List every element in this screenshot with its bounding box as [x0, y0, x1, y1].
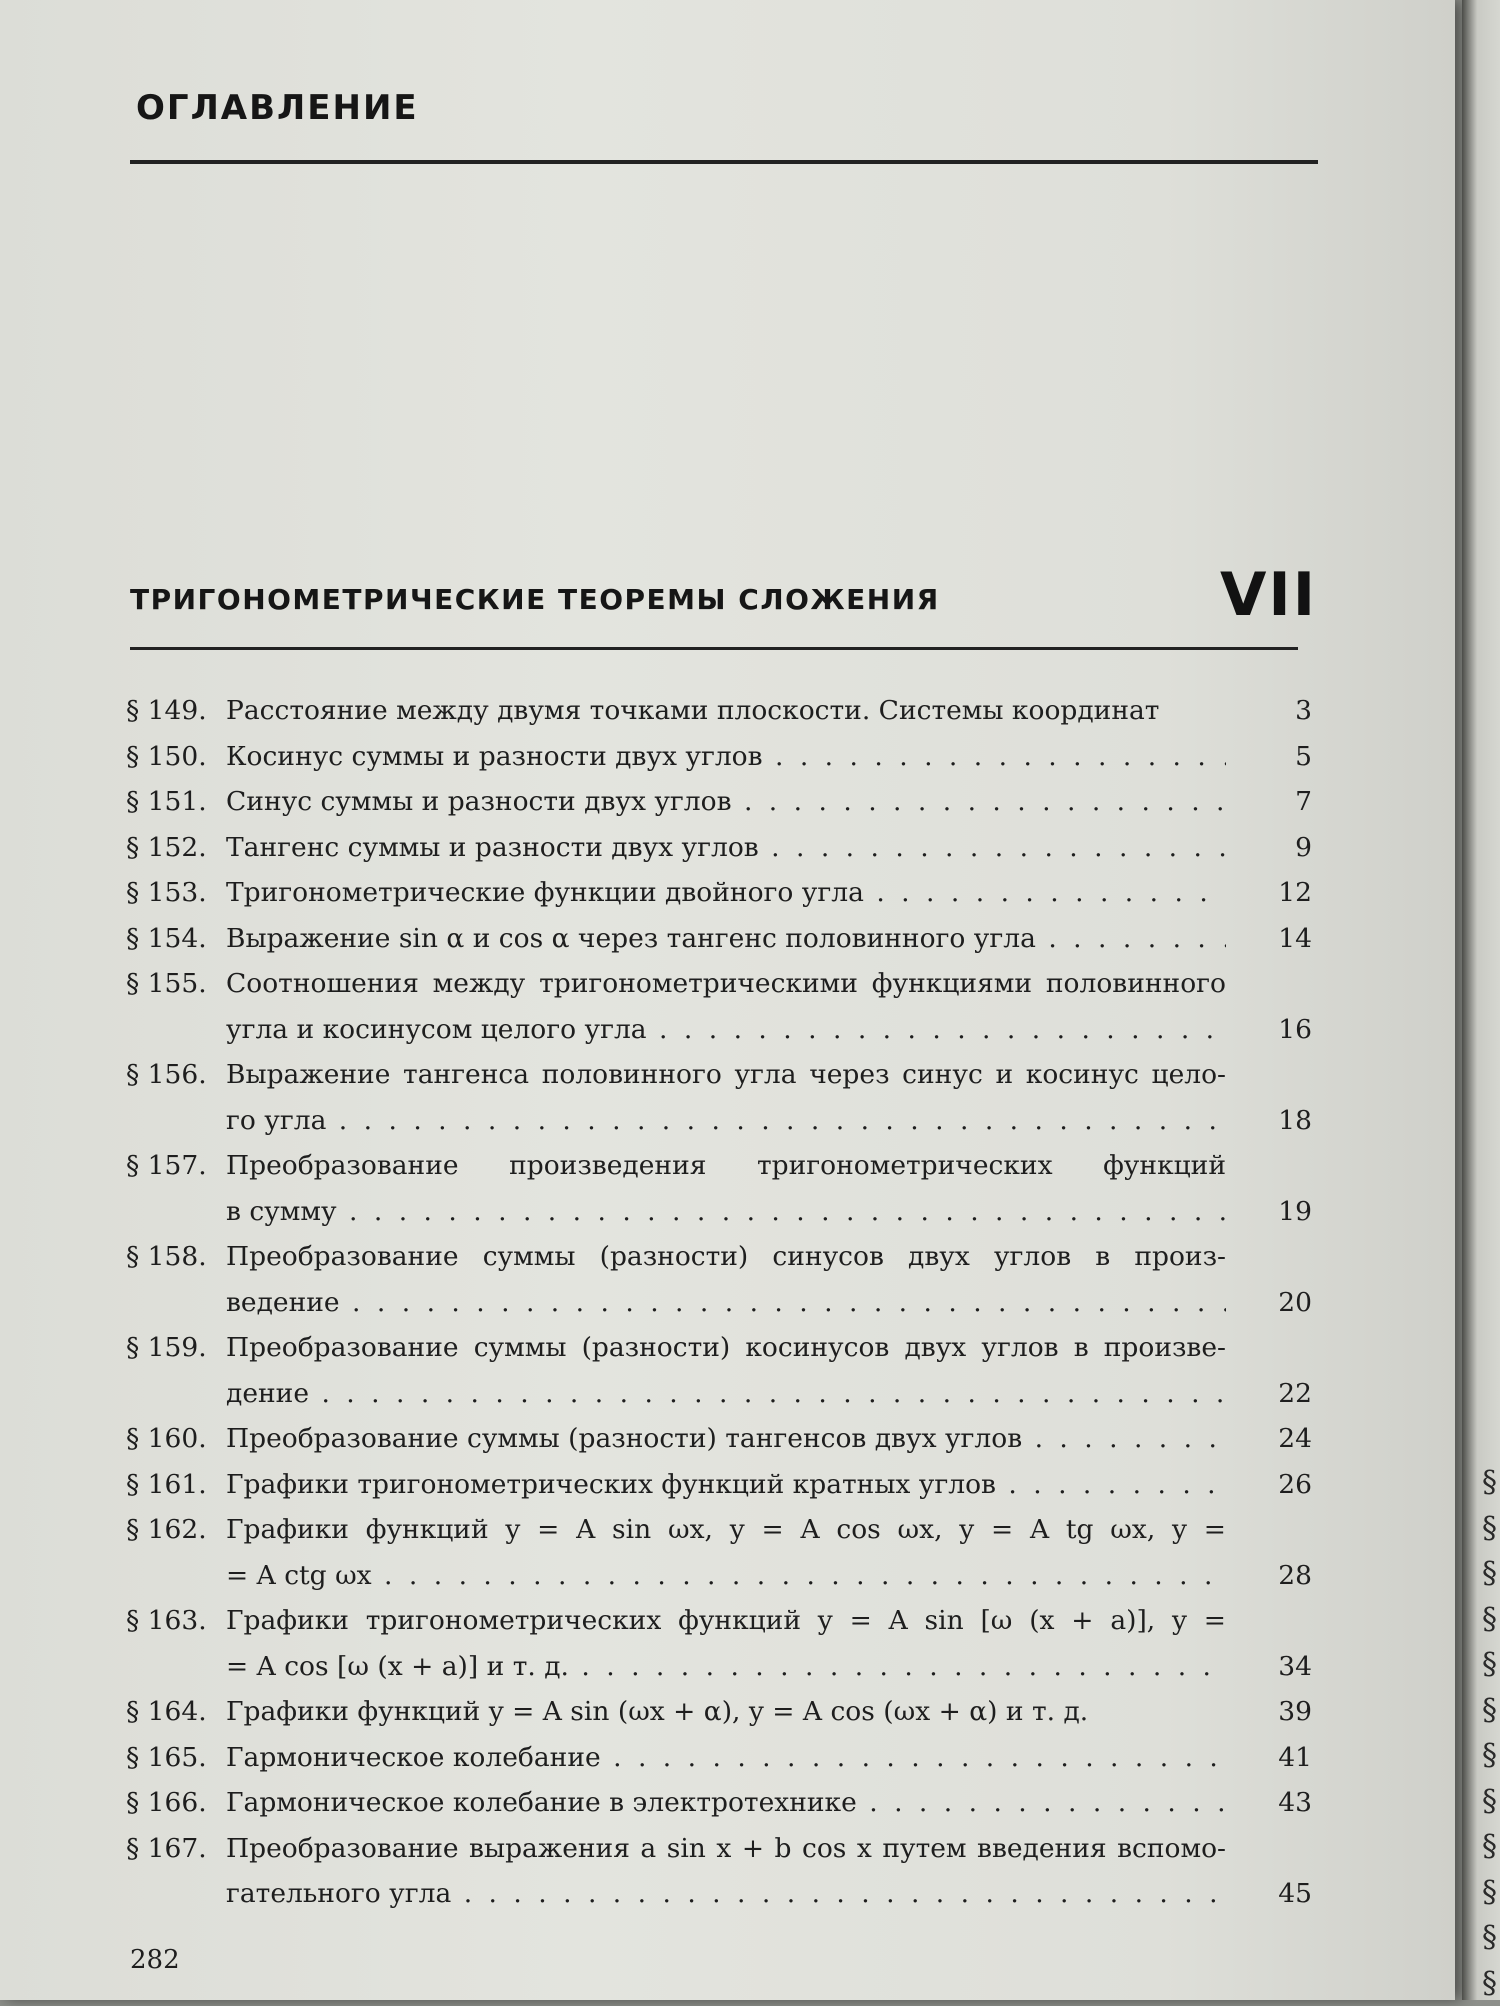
section-number: § 150. — [126, 734, 226, 780]
entry-title-continued: гательного угла . . . — [226, 1871, 1226, 1917]
section-mark: § — [1482, 1961, 1500, 2006]
section-number: § 156. — [126, 1052, 226, 1098]
page-number: 22 — [1232, 1371, 1312, 1417]
toc-entry — [126, 870, 1312, 916]
entry-title: Гармоническое колебание . . . — [226, 1735, 1226, 1781]
toc-entry — [126, 1325, 1312, 1416]
toc-entry — [126, 1416, 1312, 1462]
page-number: 12 — [1232, 870, 1312, 916]
page-number: 45 — [1232, 1871, 1312, 1917]
page-number: 34 — [1232, 1644, 1312, 1690]
contents-heading: ОГЛАВЛЕНИЕ — [136, 88, 419, 128]
entry-title-continued: в сумму . . . — [226, 1189, 1226, 1235]
toc-entry — [126, 1735, 1312, 1781]
entry-title: Косинус суммы и разности двух углов . . . — [226, 734, 1226, 780]
toc-entry — [126, 1598, 1312, 1689]
entry-title: Тригонометрические функции двойного угла . . . — [226, 870, 1226, 916]
page-number: 43 — [1232, 1780, 1312, 1826]
toc-entry — [126, 916, 1312, 962]
folio-page-number: 282 — [130, 1945, 180, 1975]
entry-title: Расстояние между двумя точками плоскости. Системы координат — [226, 688, 1226, 734]
entry-title: Преобразование произведения тригонометрических функций — [226, 1143, 1226, 1189]
toc-entry — [126, 1052, 1312, 1143]
section-number: § 161. — [126, 1462, 226, 1508]
section-mark: § — [1482, 1597, 1500, 1643]
section-number: § 166. — [126, 1780, 226, 1826]
entry-title-continued: = A cos [ω (x + a)] и т. д. . . . — [226, 1644, 1226, 1690]
section-mark: § — [1482, 1870, 1500, 1916]
toc-entry — [126, 1234, 1312, 1325]
section-mark: § — [1482, 1460, 1500, 1506]
page-number: 9 — [1232, 825, 1312, 871]
page-number: 28 — [1232, 1553, 1312, 1599]
section-number: § 159. — [126, 1325, 226, 1371]
toc-entry — [126, 825, 1312, 871]
toc-entry — [126, 734, 1312, 780]
section-number: § 158. — [126, 1234, 226, 1280]
page-number: 16 — [1232, 1007, 1312, 1053]
chapter-title: ТРИГОНОМЕТРИЧЕСКИЕ ТЕОРЕМЫ СЛОЖЕНИЯ — [130, 583, 940, 616]
section-number: § 167. — [126, 1826, 226, 1872]
toc-entry — [126, 1826, 1312, 1917]
toc-entry — [126, 779, 1312, 825]
entry-title: Гармоническое колебание в электротехнике . . . — [226, 1780, 1226, 1826]
page-number: 20 — [1232, 1280, 1312, 1326]
entry-title: Графики тригонометрических функций кратных углов . . . — [226, 1462, 1226, 1508]
page-number: 14 — [1232, 916, 1312, 962]
adjacent-page-section-marks — [1482, 1460, 1500, 2006]
section-number: § 151. — [126, 779, 226, 825]
toc-entry — [126, 1143, 1312, 1234]
entry-title-continued: го угла . . . — [226, 1098, 1226, 1144]
entry-title: Тангенс суммы и разности двух углов . . . — [226, 825, 1226, 871]
entry-title-continued: = A ctg ωx . . . — [226, 1553, 1226, 1599]
section-number: § 164. — [126, 1689, 226, 1735]
chapter-number: VII — [1220, 560, 1317, 630]
section-mark: § — [1482, 1506, 1500, 1552]
section-mark: § — [1482, 1642, 1500, 1688]
entry-title: Преобразование суммы (разности) косинусов двух углов в произве- — [226, 1325, 1226, 1371]
page-number: 19 — [1232, 1189, 1312, 1235]
toc-entry — [126, 961, 1312, 1052]
section-number: § 154. — [126, 916, 226, 962]
page-number: 26 — [1232, 1462, 1312, 1508]
section-number: § 155. — [126, 961, 226, 1007]
entry-title: Соотношения между тригонометрическими функциями половинного — [226, 961, 1226, 1007]
section-number: § 153. — [126, 870, 226, 916]
heading-rule — [130, 160, 1318, 164]
entry-title: Преобразование суммы (разности) синусов двух углов в произ- — [226, 1234, 1226, 1280]
entry-title-continued: угла и косинусом целого угла . . . — [226, 1007, 1226, 1053]
page-number: 3 — [1232, 688, 1312, 734]
page-number: 41 — [1232, 1735, 1312, 1781]
page-number: 24 — [1232, 1416, 1312, 1462]
page-number: 39 — [1232, 1689, 1312, 1735]
entry-title: Преобразование суммы (разности) тангенсов двух углов . . . — [226, 1416, 1226, 1462]
entry-title: Синус суммы и разности двух углов . . . — [226, 779, 1226, 825]
section-mark: § — [1482, 1551, 1500, 1597]
section-mark: § — [1482, 1915, 1500, 1961]
toc-entry — [126, 688, 1312, 734]
toc-entry — [126, 1780, 1312, 1826]
section-mark: § — [1482, 1688, 1500, 1734]
section-mark: § — [1482, 1779, 1500, 1825]
page-number: 5 — [1232, 734, 1312, 780]
section-mark: § — [1482, 1733, 1500, 1779]
entry-title: Графики функций y = A sin (ωx + α), y = A cos (ωx + α) и т. д. — [226, 1689, 1226, 1735]
toc-entry — [126, 1689, 1312, 1735]
table-of-contents — [126, 688, 1312, 1917]
section-number: § 152. — [126, 825, 226, 871]
page-number: 18 — [1232, 1098, 1312, 1144]
section-number: § 162. — [126, 1507, 226, 1553]
chapter-rule — [130, 647, 1298, 650]
entry-title-continued: ведение . . . — [226, 1280, 1226, 1326]
entry-title: Выражение sin α и cos α через тангенс половинного угла . . . — [226, 916, 1226, 962]
section-mark: § — [1482, 1824, 1500, 1870]
section-number: § 157. — [126, 1143, 226, 1189]
section-number: § 163. — [126, 1598, 226, 1644]
section-number: § 165. — [126, 1735, 226, 1781]
section-number: § 149. — [126, 688, 226, 734]
entry-title-continued: дение . . . — [226, 1371, 1226, 1417]
toc-entry — [126, 1507, 1312, 1598]
entry-title: Преобразование выражения a sin x + b cos x путем введения вспомо- — [226, 1826, 1226, 1872]
entry-title: Выражение тангенса половинного угла через синус и косинус цело- — [226, 1052, 1226, 1098]
entry-title: Графики тригонометрических функций y = A sin [ω (x + a)], y = — [226, 1598, 1226, 1644]
toc-entry — [126, 1462, 1312, 1508]
entry-title: Графики функций y = A sin ωx, y = A cos ωx, y = A tg ωx, y = — [226, 1507, 1226, 1553]
page-number: 7 — [1232, 779, 1312, 825]
section-number: § 160. — [126, 1416, 226, 1462]
